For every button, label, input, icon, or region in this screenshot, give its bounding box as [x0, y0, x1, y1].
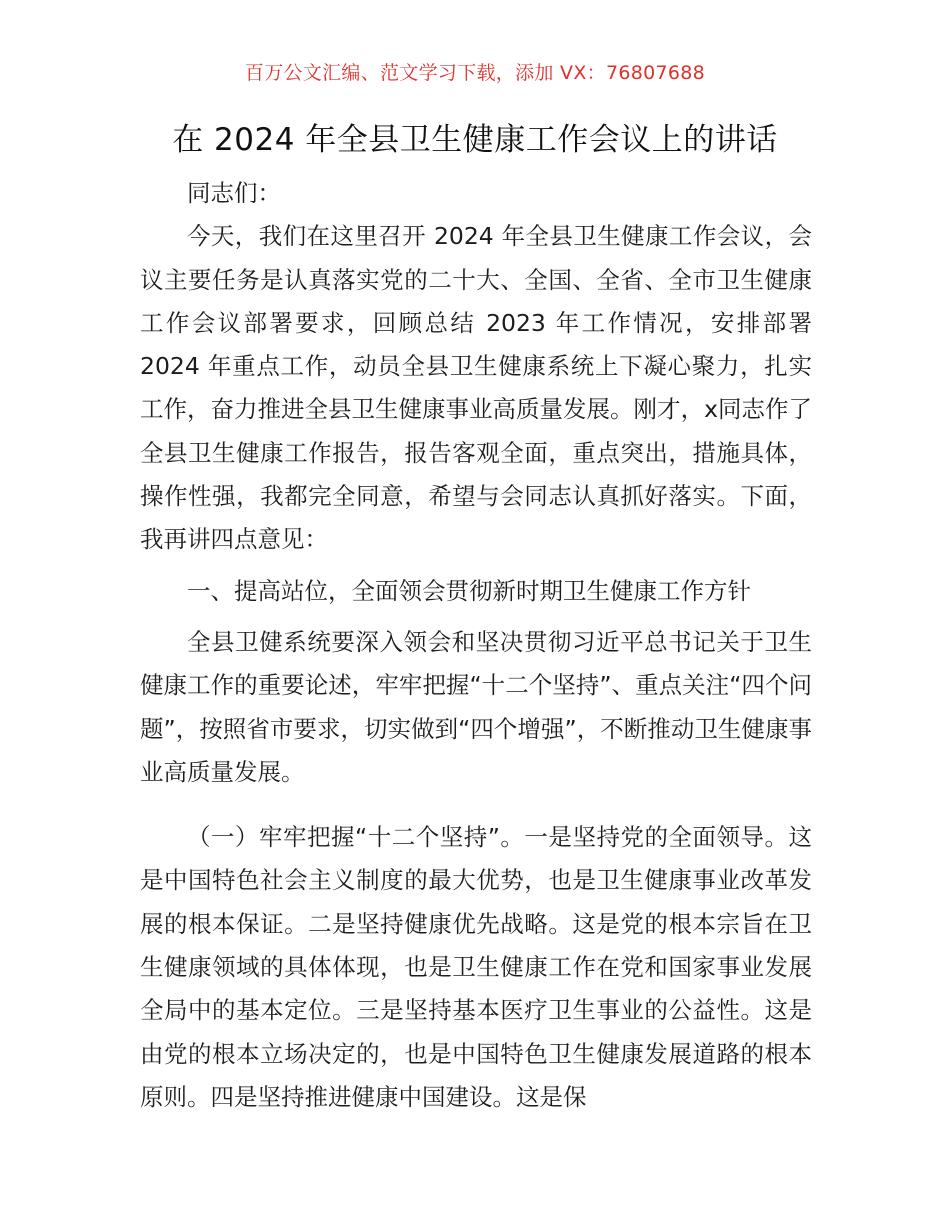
- paragraph-section1: 全县卫健系统要深入领会和坚决贯彻习近平总书记关于卫生健康工作的重要论述，牢牢把握“十二个坚持”、重点关注“四个问题”，按照省市要求，切实做到“四个增强”，不断推动卫生健康事业高质量发展。: [140, 627, 812, 786]
- document-title: 在 2024 年全县卫生健康工作会议上的讲话: [172, 122, 778, 158]
- watermark-header: 百万公文汇编、范文学习下载，添加 VX：76807688: [244, 62, 706, 84]
- greeting: 同志们：: [187, 179, 281, 207]
- section-heading-1: 一、提高站位，全面领会贯彻新时期卫生健康工作方针: [187, 576, 751, 605]
- document-body: [140, 172, 812, 1119]
- paragraph-subsection1: （一）牢牢把握“十二个坚持”。一是坚持党的全面领导。这是中国特色社会主义制度的最大优势，也是卫生健康事业改革发展的根本保证。二是坚持健康优先战略。这是党的根本宗旨在卫生健康领域的具体体现，也是卫生健康工作在党和国家事业发展全局中的基本定位。三是坚持基本医疗卫生事业的公益性。这是由党的根本立场决定的，也是中国特色卫生健康发展道路的根本原则。四是坚持推进健康中国建设。这是保: [140, 823, 812, 1111]
- paragraph-intro: 今天，我们在这里召开 2024 年全县卫生健康工作会议，会议主要任务是认真落实党的二十大、全国、全省、全市卫生健康工作会议部署要求，回顾总结 2023 年工作情况，安排部署 2024 年重点工作，动员全县卫生健康系统上下凝心聚力，扎实工作，奋力推进全县卫生健康事业高质量发展。刚才，x同志作了全县卫生健康工作报告，报告客观全面，重点突出，措施具体，操作性强，我都完全同意，希望与会同志认真抓好落实。下面，我再讲四点意见：: [140, 222, 812, 554]
